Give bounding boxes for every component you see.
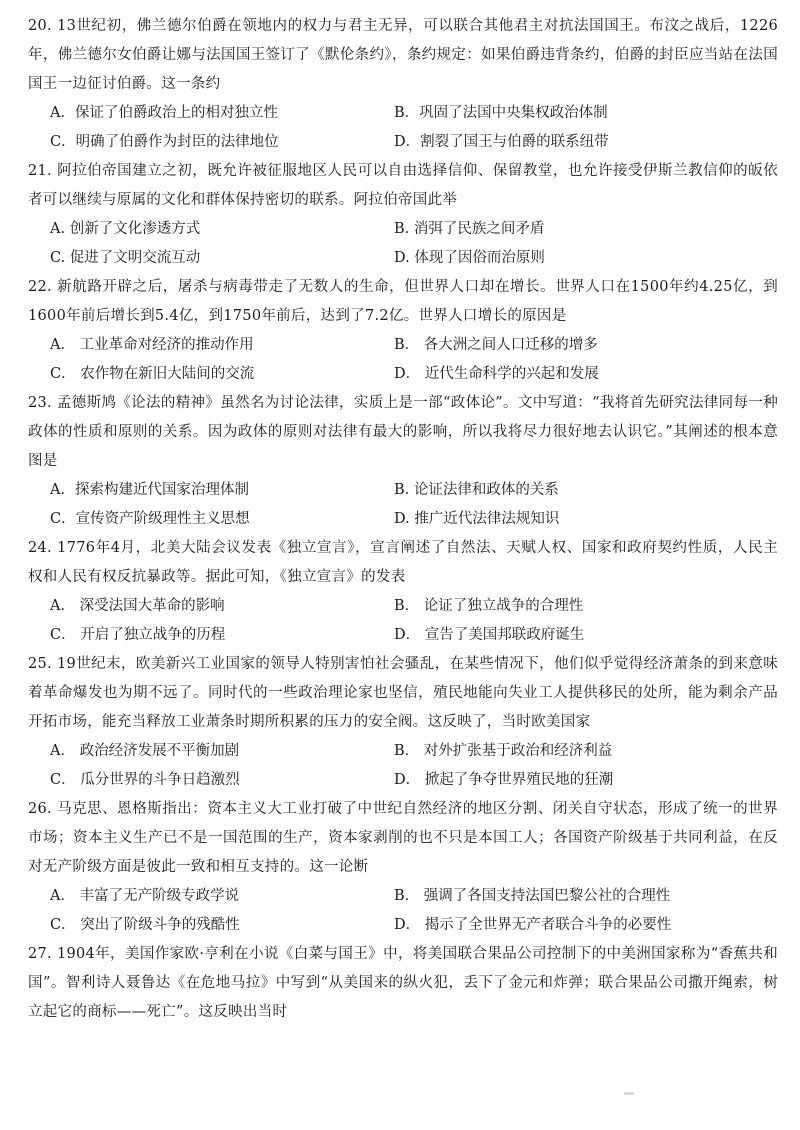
question-stem: 27. 1904年，美国作家欧·亨利在小说《白菜与国王》中，将美国联合果品公司控制下的中美洲国家称为“香蕉共和国”。智利诗人聂鲁达《在危地马拉》中写到“从美国来的纵火犯，丢下了金元和炸弹；联合果品公司撒开绳索，树立起它的商标——死亡”。这反映出当时 bbox=[28, 946, 778, 1020]
option-b: B．巩固了法国中央集权政治体制 bbox=[394, 105, 608, 121]
question-23 bbox=[28, 389, 778, 534]
options-grid bbox=[28, 99, 778, 157]
question-stem: 25. 19世纪末，欧美新兴工业国家的领导人特别害怕社会骚乱，在某些情况下，他们似乎觉得经济萧条的到来意味着革命爆发也为期不远了。同时代的一些政治理论家也坚信，殖民地能向失业工人提供移民的处所，能为剩余产品开拓市场，能充当释放工业萧条时期所积累的压力的安全阀。这反映了，当时欧美国家 bbox=[28, 656, 778, 730]
option-a: A. 创新了文化渗透方式 bbox=[50, 221, 201, 237]
option-b: B． 对外扩张基于政治和经济利益 bbox=[394, 743, 613, 759]
option-d: D． 掀起了争夺世界殖民地的狂潮 bbox=[394, 772, 614, 788]
scan-mark bbox=[624, 1092, 634, 1095]
question-22 bbox=[28, 273, 778, 389]
option-b: B． 强调了各国支持法国巴黎公社的合理性 bbox=[394, 888, 671, 904]
option-c: C．明确了伯爵作为封臣的法律地位 bbox=[50, 134, 279, 150]
option-b: B. 消弭了民族之间矛盾 bbox=[394, 221, 545, 237]
option-c: C．宣传资产阶级理性主义思想 bbox=[50, 511, 250, 527]
option-b: B． 论证了独立战争的合理性 bbox=[394, 598, 584, 614]
question-stem: 22. 新航路开辟之后，屠杀与病毒带走了无数人的生命，但世界人口却在增长。世界人口在1500年约4.25亿，到1600年前后增长到5.4亿，到1750年前后，达到了7.2亿。世界人口增长的原因是 bbox=[28, 279, 778, 324]
option-d: D． 揭示了全世界无产者联合斗争的必要性 bbox=[394, 917, 672, 933]
question-26 bbox=[28, 795, 778, 940]
question-27 bbox=[28, 940, 778, 1027]
question-21 bbox=[28, 157, 778, 273]
option-c: C． 开启了独立战争的历程 bbox=[50, 627, 226, 643]
option-b: B. 论证法律和政体的关系 bbox=[394, 482, 559, 498]
option-c: C. 促进了文明交流互动 bbox=[50, 250, 201, 266]
option-c: C． 瓜分世界的斗争日趋激烈 bbox=[50, 772, 240, 788]
option-b: B． 各大洲之间人口迁移的增多 bbox=[394, 337, 598, 353]
option-a: A．保证了伯爵政治上的相对独立性 bbox=[50, 105, 278, 121]
options-grid bbox=[28, 592, 778, 650]
option-a: A． 政治经济发展不平衡加剧 bbox=[50, 743, 240, 759]
question-24 bbox=[28, 534, 778, 650]
question-20 bbox=[28, 12, 778, 157]
option-a: A． 丰富了无产阶级专政学说 bbox=[50, 888, 240, 904]
question-25 bbox=[28, 650, 778, 795]
options-grid bbox=[28, 737, 778, 795]
option-a: A． 深受法国大革命的影响 bbox=[50, 598, 225, 614]
option-d: D．割裂了国王与伯爵的联系纽带 bbox=[394, 134, 609, 150]
option-a: A．探索构建近代国家治理体制 bbox=[50, 482, 249, 498]
question-stem: 21. 阿拉伯帝国建立之初，既允许被征服地区人民可以自由选择信仰、保留教堂，也允许接受伊斯兰教信仰的皈依者可以继续与原属的文化和群体保持密切的联系。阿拉伯帝国此举 bbox=[28, 163, 778, 208]
options-grid bbox=[28, 476, 778, 534]
option-d: D． 近代生命科学的兴起和发展 bbox=[394, 366, 599, 382]
question-stem: 24. 1776年4月，北美大陆会议发表《独立宣言》，宣言阐述了自然法、天赋人权、国家和政府契约性质，人民主权和人民有权反抗暴政等。据此可知，《独立宣言》的发表 bbox=[28, 540, 778, 585]
options-grid bbox=[28, 215, 778, 273]
option-c: C． 突出了阶级斗争的残酷性 bbox=[50, 917, 240, 933]
question-stem: 23. 孟德斯鸠《论法的精神》虽然名为讨论法律，实质上是一部“政体论”。文中写道：“我将首先研究法律同每一种政体的性质和原则的关系。因为政体的原则对法律有最大的影响，所以我将尽力很好地去认识它。”其阐述的根本意图是 bbox=[28, 395, 778, 469]
option-c: C． 农作物在新旧大陆间的交流 bbox=[50, 366, 255, 382]
option-d: D. 体现了因俗而治原则 bbox=[394, 250, 545, 266]
option-d: D. 推广近代法律法规知识 bbox=[394, 511, 560, 527]
options-grid bbox=[28, 331, 778, 389]
question-stem: 26. 马克思、恩格斯指出：资本主义大工业打破了中世纪自然经济的地区分割、闭关自守状态，形成了统一的世界市场；资本主义生产已不是一国范围的生产，资本家剥削的也不只是本国工人；各国资产阶级基于共同利益，在反对无产阶级方面是彼此一致和相互支持的。这一论断 bbox=[28, 801, 778, 875]
option-a: A． 工业革命对经济的推动作用 bbox=[50, 337, 254, 353]
option-d: D． 宣告了美国邦联政府诞生 bbox=[394, 627, 585, 643]
question-stem: 20. 13世纪初，佛兰德尔伯爵在领地内的权力与君主无异，可以联合其他君主对抗法国国王。布汶之战后，1226年，佛兰德尔女伯爵让娜与法国国王签订了《默伦条约》，条约规定：如果伯爵违背条约，伯爵的封臣应当站在法国国王一边征讨伯爵。这一条约 bbox=[28, 18, 778, 92]
options-grid bbox=[28, 882, 778, 940]
